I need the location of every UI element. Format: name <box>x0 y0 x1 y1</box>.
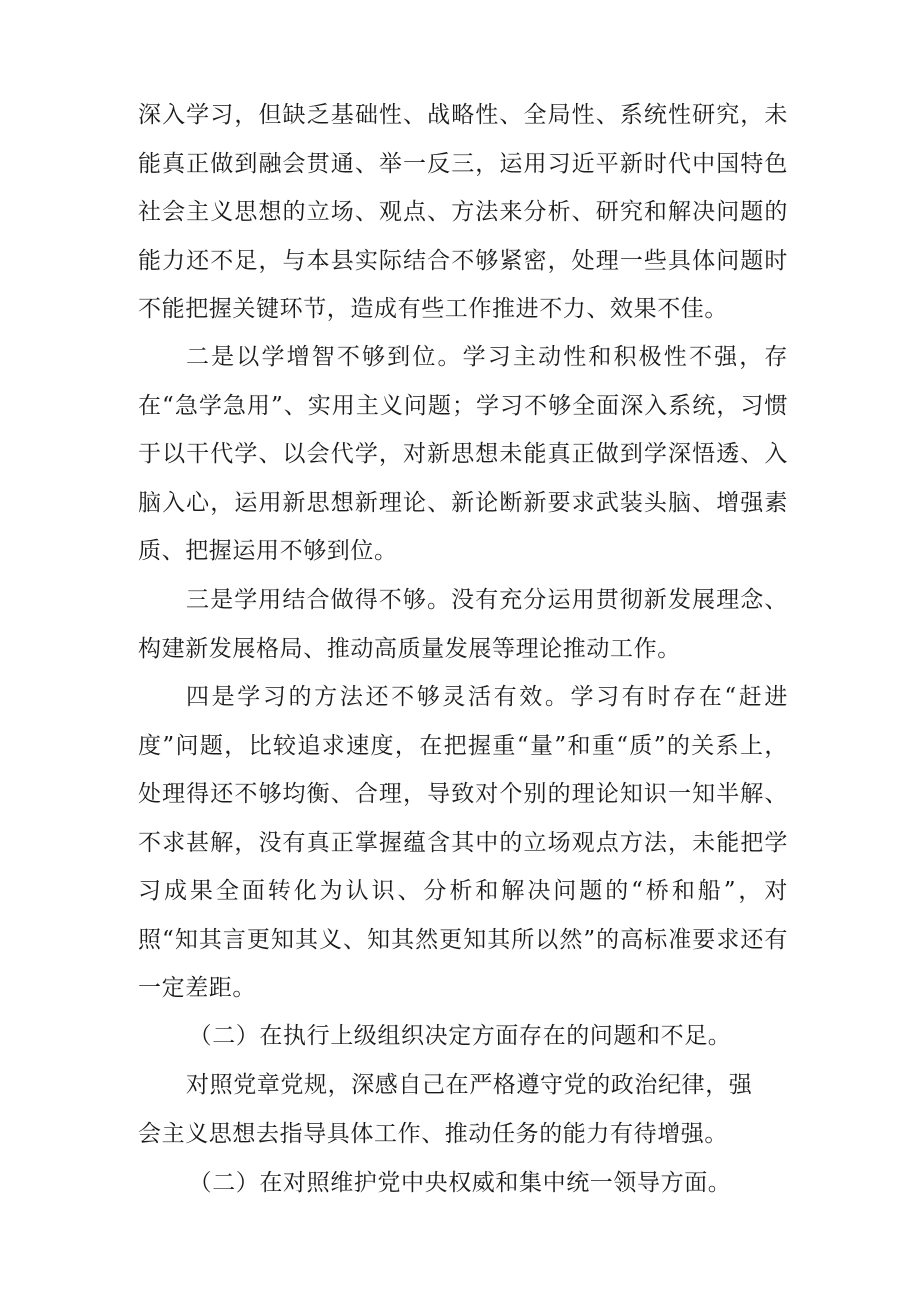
section-heading-central-authority: （二）在对照维护党中央权威和集中统一领导方面。 <box>188 1170 732 1196</box>
text-line-party-discipline: 对照党章党规，深感自己在严格遵守党的政治纪律，强 <box>186 1072 753 1098</box>
paragraph-study-application: 三是学用结合做得不够。没有充分运用贯彻新发展理念、构建新发展格局、推动高质量发展等理论推动工作。 <box>138 587 788 662</box>
paragraph-learning-wisdom: 二是以学增智不够到位。学习主动性和积极性不强，存在“急学急用”、实用主义问题；学习不够全面深入系统，习惯于以干代学、以会代学，对新思想未能真正做到学深悟透、入脑入心，运用新思想新理论、新论断新要求武装头脑、增强素质、把握运用不够到位。 <box>138 344 788 564</box>
paragraph-study-depth: 深入学习，但缺乏基础性、战略性、全局性、系统性研究，未能真正做到融会贯通、举一反三，运用习近平新时代中国特色社会主义思想的立场、观点、方法来分析、研究和解决问题的能力还不足，与本县实际结合不够紧密，处理一些具体问题时不能把握关键环节，造成有些工作推进不力、效果不佳。 <box>138 102 788 322</box>
text-line-guide-work: 会主义思想去指导具体工作、推动任务的能力有待增强。 <box>138 1121 728 1147</box>
paragraph-study-method: 四是学习的方法还不够灵活有效。学习有时存在“赶进度”问题，比较追求速度，在把握重“量”和重“质”的关系上，处理得还不够均衡、合理，导致对个别的理论知识一知半解、不求甚解，没有真正掌握蕴含其中的立场观点方法，未能把学习成果全面转化为认识、分析和解决问题的“桥和船”，对照“知其言更知其义、知其然更知其所以然”的高标准要求还有一定差距。 <box>138 684 788 1001</box>
section-heading-organization-decisions: （二）在执行上级组织决定方面存在的问题和不足。 <box>188 1023 732 1049</box>
